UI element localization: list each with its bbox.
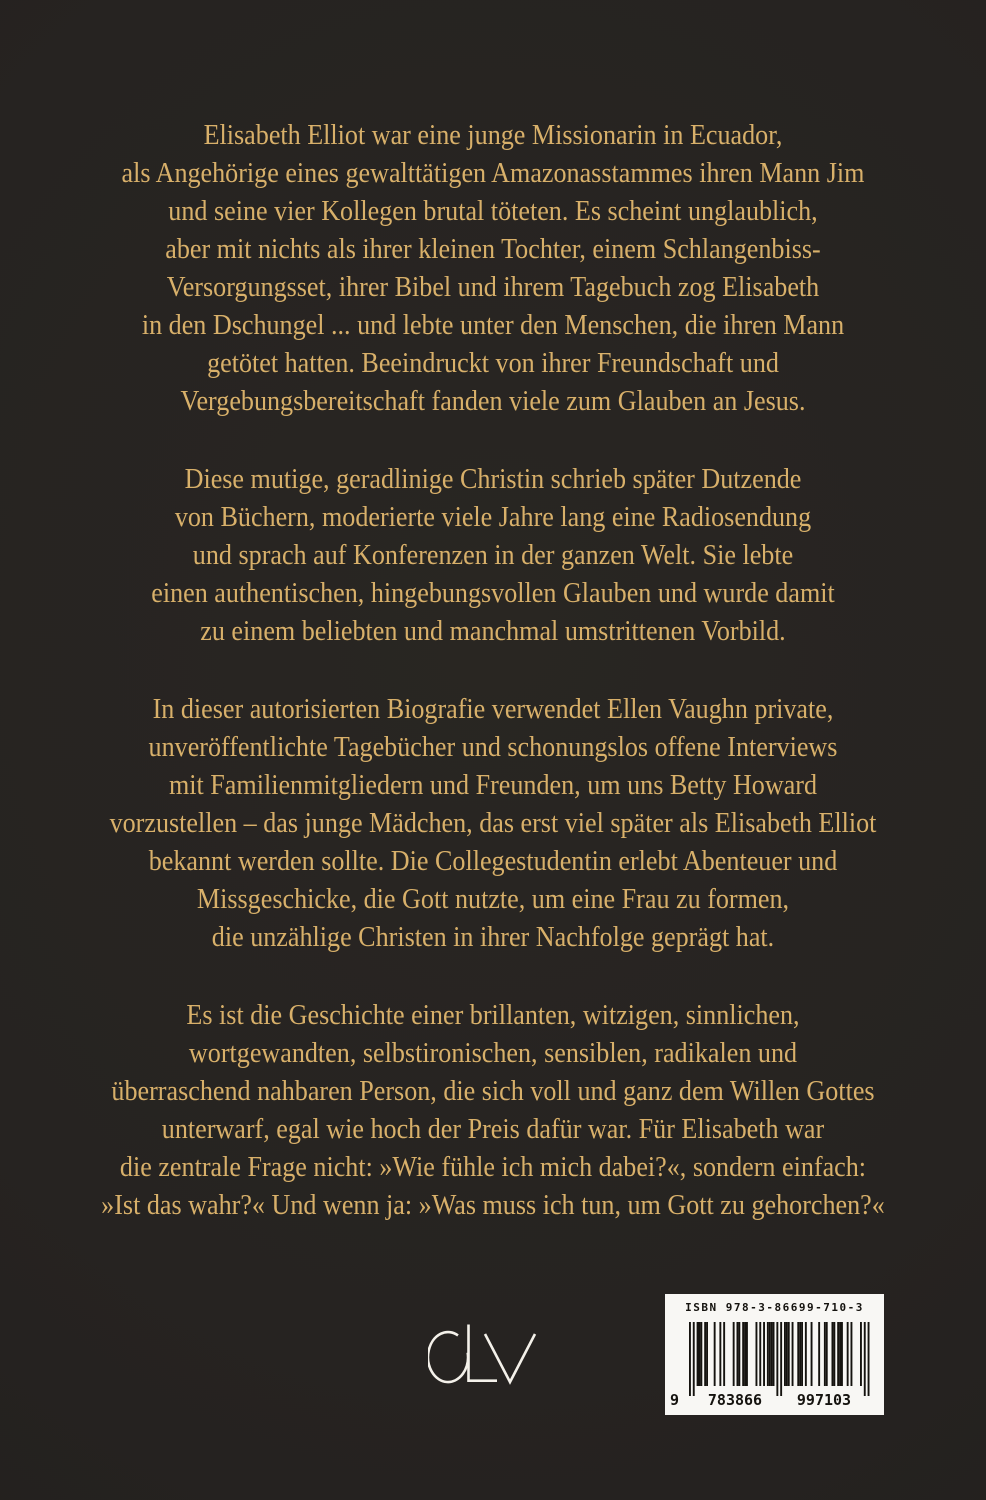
- blurb-line: bekannt werden sollte. Die Collegestudentin erlebt Abenteuer und: [148, 845, 838, 877]
- isbn-digits-group2: 997103: [796, 1391, 852, 1409]
- blurb-line: Vergebungsbereitschaft fanden viele zum Glauben an Jesus.: [180, 385, 806, 417]
- blurb-line: wortgewandten, selbstironischen, sensiblen, radikalen und: [188, 1037, 798, 1069]
- blurb-line: die zentrale Frage nicht: »Wie fühle ich mich dabei?«, sondern einfach:: [119, 1151, 867, 1183]
- blurb-line: aber mit nichts als ihrer kleinen Tochter, einem Schlangenbiss-: [165, 233, 821, 265]
- blurb-line: Elisabeth Elliot war eine junge Missionarin in Ecuador,: [203, 119, 783, 151]
- blurb-paragraph-1: [49, 116, 936, 420]
- blurb-line: zu einem beliebten und manchmal umstrittenen Vorbild.: [200, 615, 786, 647]
- isbn-digits-group1: 783866: [707, 1391, 763, 1409]
- blurb-line: vorzustellen – das junge Mädchen, das erst viel später als Elisabeth Elliot: [109, 807, 877, 839]
- blurb-paragraph-3: [49, 690, 936, 956]
- blurb-line: Es ist die Geschichte einer brillanten, witzigen, sinnlichen,: [186, 999, 800, 1031]
- blurb-line: unterwarf, egal wie hoch der Preis dafür war. Für Elisabeth war: [161, 1113, 825, 1145]
- isbn-digit-system: 9: [670, 1391, 680, 1409]
- blurb-line: Missgeschicke, die Gott nutzte, um eine Frau zu formen,: [196, 883, 790, 915]
- blurb-line: Diese mutige, geradlinige Christin schrieb später Dutzende: [184, 463, 802, 495]
- blurb-line: »Ist das wahr?« Und wenn ja: »Was muss ich tun, um Gott zu gehorchen?«: [101, 1189, 885, 1221]
- blurb-paragraph-2: [49, 460, 936, 650]
- blurb: [0, 116, 986, 1264]
- clv-publisher-logo-icon: [428, 1323, 538, 1387]
- blurb-line: unveröffentlichte Tagebücher und schonungslos offene Interviews: [148, 731, 838, 763]
- blurb-line: Versorgungsset, ihrer Bibel und ihrem Tagebuch zog Elisabeth: [166, 271, 820, 303]
- blurb-line: einen authentischen, hingebungsvollen Glauben und wurde damit: [151, 577, 835, 609]
- blurb-line: und seine vier Kollegen brutal töteten. Es scheint unglaublich,: [168, 195, 818, 227]
- blurb-line: In dieser autorisierten Biografie verwendet Ellen Vaughn private,: [152, 693, 834, 725]
- isbn-label: ISBN 978-3-86699-710-3: [685, 1301, 864, 1314]
- blurb-line: überraschend nahbaren Person, die sich voll und ganz dem Willen Gottes: [111, 1075, 875, 1107]
- blurb-line: in den Dschungel ... und lebte unter den Menschen, die ihren Mann: [141, 309, 845, 341]
- blurb-line: als Angehörige eines gewalttätigen Amazonasstammes ihren Mann Jim: [121, 157, 865, 189]
- blurb-line: mit Familienmitgliedern und Freunden, um uns Betty Howard: [168, 769, 818, 801]
- isbn-barcode: [665, 1294, 884, 1415]
- blurb-paragraph-4: [49, 996, 936, 1224]
- blurb-line: die unzählige Christen in ihrer Nachfolge geprägt hat.: [211, 921, 775, 953]
- blurb-line: getötet hatten. Beeindruckt von ihrer Freundschaft und: [207, 347, 779, 379]
- blurb-line: und sprach auf Konferenzen in der ganzen Welt. Sie lebte: [192, 539, 794, 571]
- blurb-line: von Büchern, moderierte viele Jahre lang eine Radiosendung: [174, 501, 812, 533]
